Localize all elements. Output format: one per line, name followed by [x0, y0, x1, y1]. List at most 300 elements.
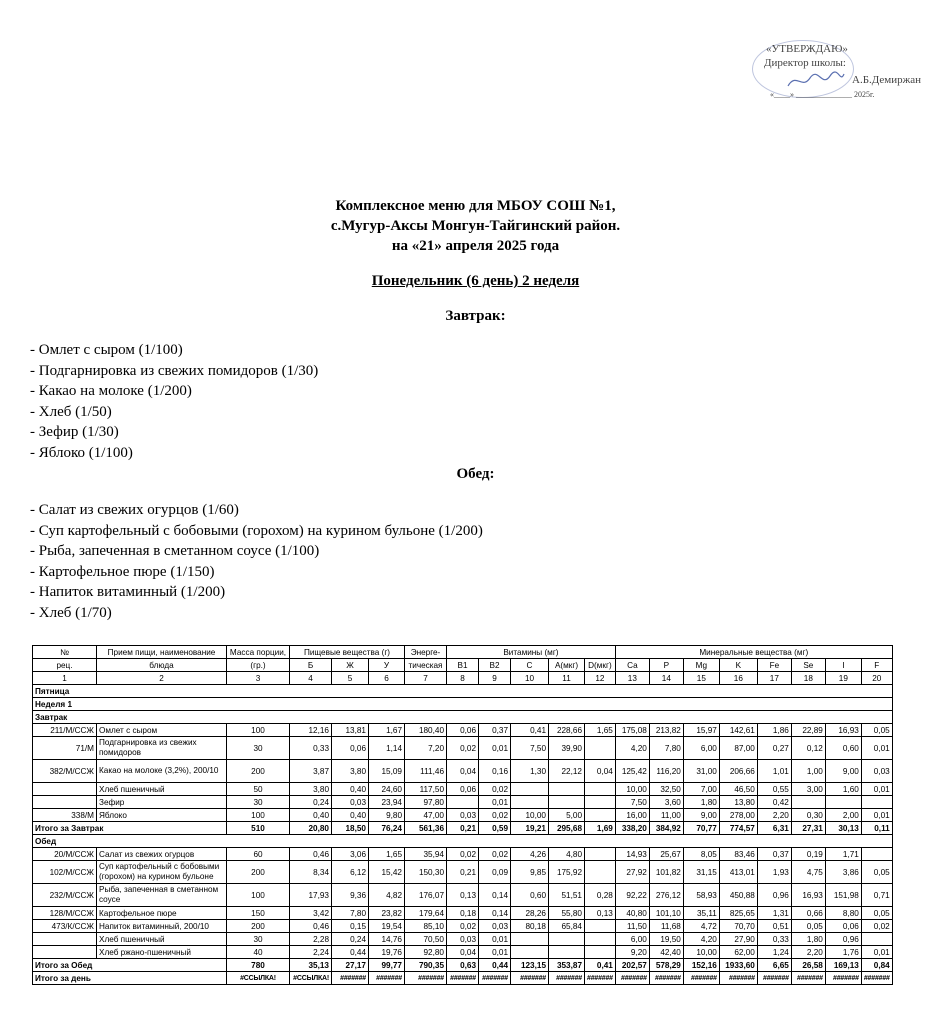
table-cell: 30	[227, 737, 290, 760]
table-cell: 40,80	[615, 907, 649, 920]
table-cell: 11,50	[615, 920, 649, 933]
table-cell: 11,68	[649, 920, 683, 933]
col-header: Масса порции,	[227, 646, 290, 659]
table-cell: 0,01	[861, 946, 892, 959]
table-cell: 7,80	[649, 737, 683, 760]
table-cell: 62,00	[719, 946, 757, 959]
table-cell: 101,10	[649, 907, 683, 920]
table-cell: 1,67	[369, 724, 405, 737]
table-cell: 19,54	[369, 920, 405, 933]
list-item: - Омлет с сыром (1/100)	[30, 342, 183, 358]
total-cell: 30,13	[825, 822, 861, 835]
table-cell: 23,82	[369, 907, 405, 920]
table-cell	[511, 783, 549, 796]
table-cell: 228,66	[549, 724, 585, 737]
recipe-number: 338/М	[33, 809, 97, 822]
col-header: тическая	[405, 659, 447, 672]
recipe-number	[33, 783, 97, 796]
table-row	[33, 907, 893, 920]
dish-name: Какао на молоке (3,2%), 200/10	[97, 760, 227, 783]
table-cell: 5,00	[549, 809, 585, 822]
total-cell: 123,15	[511, 959, 549, 972]
table-cell	[585, 861, 616, 884]
total-cell: 19,21	[511, 822, 549, 835]
table-cell: 22,12	[549, 760, 585, 783]
total-cell: 1933,60	[719, 959, 757, 972]
breakfast-heading: Завтрак:	[445, 308, 506, 324]
table-cell	[861, 933, 892, 946]
table-cell: 24,60	[369, 783, 405, 796]
total-label: Итого за день	[33, 972, 227, 985]
table-cell: 14,76	[369, 933, 405, 946]
table-row	[33, 737, 893, 760]
table-cell	[861, 796, 892, 809]
list-item: - Хлеб (1/50)	[30, 403, 112, 420]
table-row	[33, 724, 893, 737]
col-header: №	[33, 646, 97, 659]
total-cell: 0,59	[479, 822, 511, 835]
table-cell: 10,00	[511, 809, 549, 822]
column-number: 13	[615, 672, 649, 685]
dish-name: Хлеб пшеничный	[97, 933, 227, 946]
table-cell: 0,42	[757, 796, 791, 809]
col-header: (гр.)	[227, 659, 290, 672]
table-cell: 7,50	[511, 737, 549, 760]
table-cell: 1,80	[791, 933, 825, 946]
table-cell: 0,04	[447, 946, 479, 959]
table-cell	[511, 933, 549, 946]
table-cell: 0,41	[511, 724, 549, 737]
dish-name: Картофельное пюре	[97, 907, 227, 920]
table-cell: 413,01	[719, 861, 757, 884]
table-cell: 1,31	[757, 907, 791, 920]
table-cell: 8,34	[290, 861, 332, 884]
table-cell: 0,02	[447, 737, 479, 760]
table-cell: 0,33	[290, 737, 332, 760]
total-cell: 20,80	[290, 822, 332, 835]
col-header: блюда	[97, 659, 227, 672]
header-row	[33, 646, 893, 659]
table-cell: 0,14	[479, 907, 511, 920]
table-cell: 58,93	[683, 884, 719, 907]
recipe-number: 211/М/ССЖ	[33, 724, 97, 737]
table-cell	[549, 933, 585, 946]
table-cell: 9,00	[683, 809, 719, 822]
table-cell: 0,96	[825, 933, 861, 946]
total-cell: 0,44	[479, 959, 511, 972]
table-cell: 101,82	[649, 861, 683, 884]
table-cell: 0,33	[757, 933, 791, 946]
table-cell: 825,65	[719, 907, 757, 920]
table-cell: 31,15	[683, 861, 719, 884]
table-cell	[585, 796, 616, 809]
table-cell: 1,01	[757, 760, 791, 783]
table-cell: 0,60	[825, 737, 861, 760]
table-cell: 92,80	[405, 946, 447, 959]
table-cell	[511, 946, 549, 959]
col-header: Минеральные вещества (мг)	[615, 646, 892, 659]
recipe-number: 71/М	[33, 737, 97, 760]
column-number: 16	[719, 672, 757, 685]
column-number: 9	[479, 672, 511, 685]
table-cell: 0,05	[861, 861, 892, 884]
table-cell: 0,02	[861, 920, 892, 933]
table-cell: 7,20	[405, 737, 447, 760]
table-cell: 278,00	[719, 809, 757, 822]
table-cell: 15,97	[683, 724, 719, 737]
total-cell: 1,69	[585, 822, 616, 835]
table-cell: 0,09	[479, 861, 511, 884]
dish-name: Подгарнировка из свежих помидоров	[97, 737, 227, 760]
dish-name: Рыба, запеченная в сметанном соусе	[97, 884, 227, 907]
doc-title-2: с.Мугур-Аксы Монгун-Тайгинский район.	[330, 218, 621, 234]
table-cell: 0,01	[861, 783, 892, 796]
table-cell: 0,01	[479, 796, 511, 809]
total-cell: 338,20	[615, 822, 649, 835]
col-header: Прием пищи, наименование	[97, 646, 227, 659]
table-cell: 10,00	[683, 946, 719, 959]
list-item: - Хлеб (1/70)	[30, 604, 112, 621]
table-cell: 0,02	[479, 809, 511, 822]
total-cell: 295,68	[549, 822, 585, 835]
dish-name: Зефир	[97, 796, 227, 809]
table-cell: 0,01	[479, 946, 511, 959]
table-cell: 1,76	[825, 946, 861, 959]
table-row	[33, 760, 893, 783]
table-cell: 2,20	[791, 946, 825, 959]
total-cell: 76,24	[369, 822, 405, 835]
table-cell	[791, 796, 825, 809]
recipe-number: 382/М/ССЖ	[33, 760, 97, 783]
table-cell: 0,24	[332, 933, 369, 946]
table-cell: 3,86	[825, 861, 861, 884]
section-row	[33, 685, 893, 698]
table-cell: 42,40	[649, 946, 683, 959]
table-cell: 80,18	[511, 920, 549, 933]
col-header: K	[719, 659, 757, 672]
day-title: Понедельник (6 день) 2 неделя	[371, 273, 580, 289]
section-row	[33, 835, 893, 848]
total-cell: 99,77	[369, 959, 405, 972]
total-cell: 202,57	[615, 959, 649, 972]
total-cell: 0,63	[447, 959, 479, 972]
table-cell: 15,09	[369, 760, 405, 783]
table-cell: 19,76	[369, 946, 405, 959]
table-cell: 0,24	[290, 796, 332, 809]
table-cell: 4,20	[615, 737, 649, 760]
table-cell: 0,13	[447, 884, 479, 907]
table-cell: 450,88	[719, 884, 757, 907]
table-cell: 0,05	[861, 907, 892, 920]
table-cell: 200	[227, 861, 290, 884]
table-cell: 97,80	[405, 796, 447, 809]
breakfast-list	[30, 340, 318, 463]
table-cell: 0,03	[447, 933, 479, 946]
table-cell: 70,70	[719, 920, 757, 933]
table-cell: 16,93	[791, 884, 825, 907]
dish-name: Суп картофельный с бобовыми (горохом) на курином бульоне	[97, 861, 227, 884]
table-cell: 2,28	[290, 933, 332, 946]
col-header: У	[369, 659, 405, 672]
doc-title-3: на «21» апреля 2025 года	[391, 238, 560, 254]
table-cell: 0,14	[479, 884, 511, 907]
table-cell	[549, 796, 585, 809]
total-cell: 780	[227, 959, 290, 972]
table-cell: 175,08	[615, 724, 649, 737]
table-cell: 2,20	[757, 809, 791, 822]
table-cell: 35,11	[683, 907, 719, 920]
total-row	[33, 959, 893, 972]
table-cell	[585, 933, 616, 946]
table-cell: 4,20	[683, 933, 719, 946]
table-cell: 0,40	[332, 809, 369, 822]
total-cell: #######	[332, 972, 369, 985]
list-item: - Яблоко (1/100)	[30, 444, 133, 461]
table-row	[33, 796, 893, 809]
table-cell: 0,16	[479, 760, 511, 783]
table-cell: 116,20	[649, 760, 683, 783]
table-cell: 0,03	[447, 809, 479, 822]
table-cell: 1,86	[757, 724, 791, 737]
table-cell: 51,51	[549, 884, 585, 907]
table-cell: 0,15	[332, 920, 369, 933]
total-cell: 27,17	[332, 959, 369, 972]
table-cell: 4,75	[791, 861, 825, 884]
table-cell: 46,50	[719, 783, 757, 796]
total-cell: #######	[549, 972, 585, 985]
recipe-number	[33, 933, 97, 946]
table-cell: 0,71	[861, 884, 892, 907]
table-cell: 0,30	[791, 809, 825, 822]
lunch-list	[30, 500, 483, 623]
column-number: 20	[861, 672, 892, 685]
table-cell: 7,50	[615, 796, 649, 809]
total-cell: #######	[615, 972, 649, 985]
lunch-heading: Обед:	[456, 466, 495, 482]
recipe-number: 20/М/ССЖ	[33, 848, 97, 861]
table-cell: 8,05	[683, 848, 719, 861]
total-cell: 27,31	[791, 822, 825, 835]
table-cell: 40	[227, 946, 290, 959]
table-cell: 13,81	[332, 724, 369, 737]
table-cell: 50	[227, 783, 290, 796]
table-cell: 55,80	[549, 907, 585, 920]
table-cell: 0,40	[332, 783, 369, 796]
table-cell: 175,92	[549, 861, 585, 884]
table-cell	[585, 783, 616, 796]
total-cell: 0,41	[585, 959, 616, 972]
section-row	[33, 698, 893, 711]
table-cell: 0,06	[332, 737, 369, 760]
nutrition-table	[32, 645, 893, 985]
col-header: Са	[615, 659, 649, 672]
column-number: 18	[791, 672, 825, 685]
table-cell: 15,42	[369, 861, 405, 884]
table-cell: 6,00	[683, 737, 719, 760]
table-cell: 14,93	[615, 848, 649, 861]
table-cell: 0,13	[585, 907, 616, 920]
table-cell: 2,24	[290, 946, 332, 959]
table-cell: 16,93	[825, 724, 861, 737]
table-cell: 0,01	[479, 933, 511, 946]
table-row	[33, 884, 893, 907]
list-item: - Напиток витаминный (1/200)	[30, 584, 226, 600]
table-cell: 70,50	[405, 933, 447, 946]
total-cell: 0,21	[447, 822, 479, 835]
column-number: 1	[33, 672, 97, 685]
table-cell: 1,24	[757, 946, 791, 959]
total-cell: #######	[447, 972, 479, 985]
recipe-number: 102/М/ССЖ	[33, 861, 97, 884]
approval-line1: «УТВЕРЖДАЮ»	[766, 43, 848, 55]
table-cell: 0,01	[479, 737, 511, 760]
column-number: 14	[649, 672, 683, 685]
table-cell: 0,21	[447, 861, 479, 884]
table-row	[33, 809, 893, 822]
approval-date-line: «____» ______________ 2025г.	[770, 90, 875, 99]
column-number: 8	[447, 672, 479, 685]
table-cell: 19,50	[649, 933, 683, 946]
recipe-number: 232/М/ССЖ	[33, 884, 97, 907]
total-cell: 0,11	[861, 822, 892, 835]
col-header: Ж	[332, 659, 369, 672]
table-cell: 1,30	[511, 760, 549, 783]
table-cell: 9,80	[369, 809, 405, 822]
table-cell: 150	[227, 907, 290, 920]
total-cell: #######	[757, 972, 791, 985]
table-cell: 0,19	[791, 848, 825, 861]
total-cell: 510	[227, 822, 290, 835]
table-cell: 83,46	[719, 848, 757, 861]
col-header: F	[861, 659, 892, 672]
table-cell: 0,46	[290, 848, 332, 861]
table-row	[33, 946, 893, 959]
table-cell: 200	[227, 920, 290, 933]
total-cell: 70,77	[683, 822, 719, 835]
table-cell: 0,44	[332, 946, 369, 959]
table-cell: 10,00	[615, 783, 649, 796]
col-header: Mg	[683, 659, 719, 672]
col-header: Пищевые вещества (г)	[290, 646, 405, 659]
table-cell: 27,92	[615, 861, 649, 884]
table-cell: 0,01	[861, 809, 892, 822]
table-cell: 125,42	[615, 760, 649, 783]
table-cell: 31,00	[683, 760, 719, 783]
total-cell: #######	[585, 972, 616, 985]
table-cell	[585, 920, 616, 933]
total-cell: #######	[479, 972, 511, 985]
table-cell: 47,00	[405, 809, 447, 822]
table-cell: 6,00	[615, 933, 649, 946]
total-cell: #######	[861, 972, 892, 985]
table-cell: 87,00	[719, 737, 757, 760]
table-cell: 0,03	[332, 796, 369, 809]
dish-name: Напиток витаминный, 200/10	[97, 920, 227, 933]
table-cell: 0,28	[585, 884, 616, 907]
table-cell: 179,64	[405, 907, 447, 920]
column-number: 6	[369, 672, 405, 685]
table-cell: 3,80	[290, 783, 332, 796]
section-label: Пятница	[33, 685, 893, 698]
table-cell: 0,06	[825, 920, 861, 933]
table-cell: 1,71	[825, 848, 861, 861]
col-header: Fe	[757, 659, 791, 672]
table-cell: 1,80	[683, 796, 719, 809]
table-cell: 0,60	[511, 884, 549, 907]
table-cell: 180,40	[405, 724, 447, 737]
table-cell: 0,66	[791, 907, 825, 920]
table-cell: 3,06	[332, 848, 369, 861]
table-cell: 92,22	[615, 884, 649, 907]
total-cell: 774,57	[719, 822, 757, 835]
table-cell: 0,06	[447, 783, 479, 796]
table-row	[33, 861, 893, 884]
column-number: 15	[683, 672, 719, 685]
column-number: 2	[97, 672, 227, 685]
table-cell: 100	[227, 724, 290, 737]
col-header: С	[511, 659, 549, 672]
table-cell: 0,96	[757, 884, 791, 907]
dish-name: Омлет с сыром	[97, 724, 227, 737]
table-cell	[585, 946, 616, 959]
table-cell: 0,04	[447, 760, 479, 783]
table-cell: 17,93	[290, 884, 332, 907]
table-cell	[825, 796, 861, 809]
table-cell: 206,66	[719, 760, 757, 783]
col-header: P	[649, 659, 683, 672]
table-cell: 9,85	[511, 861, 549, 884]
table-cell: 16,00	[615, 809, 649, 822]
table-cell: 65,84	[549, 920, 585, 933]
table-cell: 0,02	[479, 848, 511, 861]
total-cell: #######	[683, 972, 719, 985]
total-cell: 6,31	[757, 822, 791, 835]
total-cell: #######	[649, 972, 683, 985]
table-cell: 100	[227, 809, 290, 822]
list-item: - Рыба, запеченная в сметанном соусе (1/100)	[30, 543, 320, 559]
col-header: А(мкг)	[549, 659, 585, 672]
table-cell: 150,30	[405, 861, 447, 884]
list-item: - Зефир (1/30)	[30, 424, 119, 440]
col-header: Б	[290, 659, 332, 672]
table-cell: 1,93	[757, 861, 791, 884]
table-cell: 0,37	[757, 848, 791, 861]
list-item: - Салат из свежих огурцов (1/60)	[30, 502, 239, 518]
table-cell: 0,55	[757, 783, 791, 796]
approval-line2: Директор школы:	[764, 57, 846, 69]
table-cell: 30	[227, 933, 290, 946]
table-cell: 4,80	[549, 848, 585, 861]
table-cell: 0,12	[791, 737, 825, 760]
total-cell: 561,36	[405, 822, 447, 835]
column-number: 11	[549, 672, 585, 685]
table-row	[33, 783, 893, 796]
table-cell: 32,50	[649, 783, 683, 796]
table-cell: 9,00	[825, 760, 861, 783]
table-cell	[585, 809, 616, 822]
table-cell: 2,00	[825, 809, 861, 822]
table-cell	[861, 848, 892, 861]
recipe-number: 128/М/ССЖ	[33, 907, 97, 920]
table-cell: 1,00	[791, 760, 825, 783]
column-number-row	[33, 672, 893, 685]
column-number: 3	[227, 672, 290, 685]
table-cell: 25,67	[649, 848, 683, 861]
list-item: - Суп картофельный с бобовыми (горохом) на курином бульоне (1/200)	[30, 522, 483, 539]
table-cell: 39,90	[549, 737, 585, 760]
total-cell: #ССЫЛКА!	[227, 972, 290, 985]
col-header: В2	[479, 659, 511, 672]
